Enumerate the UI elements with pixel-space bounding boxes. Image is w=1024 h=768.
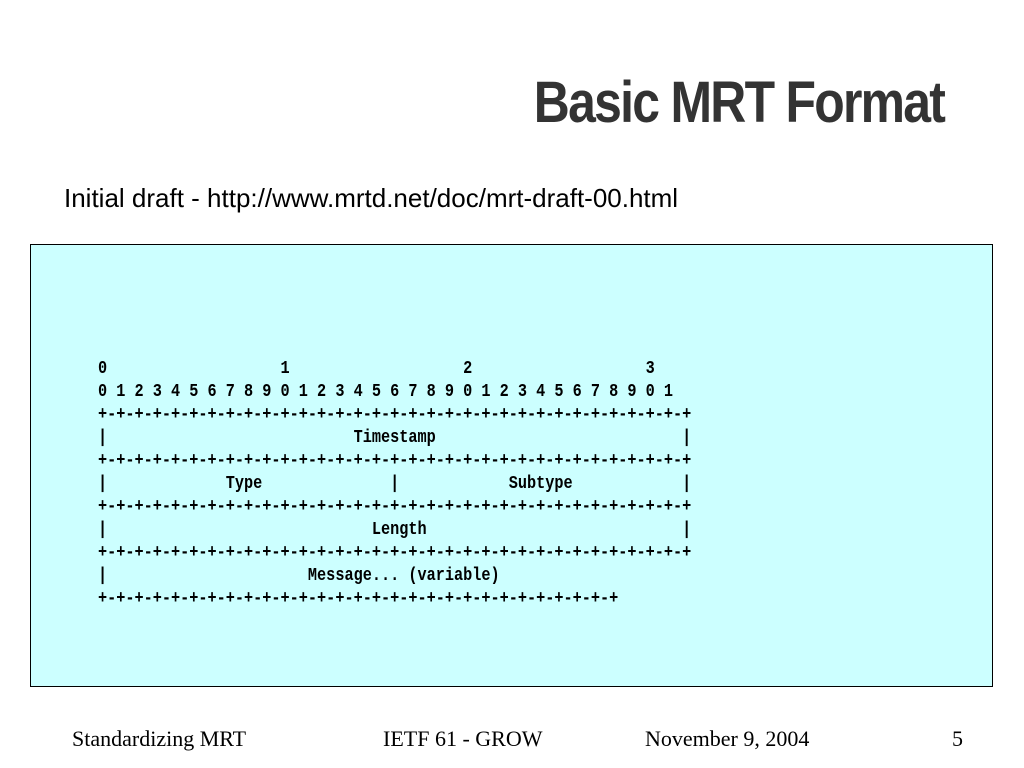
message-field: | Message... (variable) <box>98 566 500 586</box>
diagram-border-partial: +-+-+-+-+-+-+-+-+-+-+-+-+-+-+-+-+-+-+-+-+-+-+-+-+-+-+-+-+ <box>98 589 619 609</box>
footer-presentation-title: Standardizing MRT <box>72 726 247 751</box>
type-subtype-field: | Type | Subtype | <box>98 474 692 494</box>
footer-event: IETF 61 - GROW <box>383 726 543 751</box>
timestamp-field: | Timestamp | <box>98 428 692 448</box>
diagram-border: +-+-+-+-+-+-+-+-+-+-+-+-+-+-+-+-+-+-+-+-+-+-+-+-+-+-+-+-+-+-+-+-+ <box>98 451 692 471</box>
bit-header-ones: 0 1 2 3 4 5 6 7 8 9 0 1 2 3 4 5 6 7 8 9 0 1 2 3 4 5 6 7 8 9 0 1 <box>98 382 674 402</box>
slide-title: Basic MRT Format <box>533 70 944 135</box>
diagram-border: +-+-+-+-+-+-+-+-+-+-+-+-+-+-+-+-+-+-+-+-+-+-+-+-+-+-+-+-+-+-+-+-+ <box>98 405 692 425</box>
footer-page-number: 5 <box>952 726 963 751</box>
diagram-border: +-+-+-+-+-+-+-+-+-+-+-+-+-+-+-+-+-+-+-+-+-+-+-+-+-+-+-+-+-+-+-+-+ <box>98 543 692 563</box>
footer-date: November 9, 2004 <box>645 726 810 751</box>
bit-header-tens: 0 1 2 3 <box>98 359 655 379</box>
diagram-border: +-+-+-+-+-+-+-+-+-+-+-+-+-+-+-+-+-+-+-+-+-+-+-+-+-+-+-+-+-+-+-+-+ <box>98 497 692 517</box>
length-field: | Length | <box>98 520 692 540</box>
draft-url-subtitle: Initial draft - http://www.mrtd.net/doc/mrt-draft-00.html <box>64 183 679 213</box>
mrt-format-diagram-box <box>30 244 993 687</box>
format-diagram-lines <box>98 358 800 611</box>
